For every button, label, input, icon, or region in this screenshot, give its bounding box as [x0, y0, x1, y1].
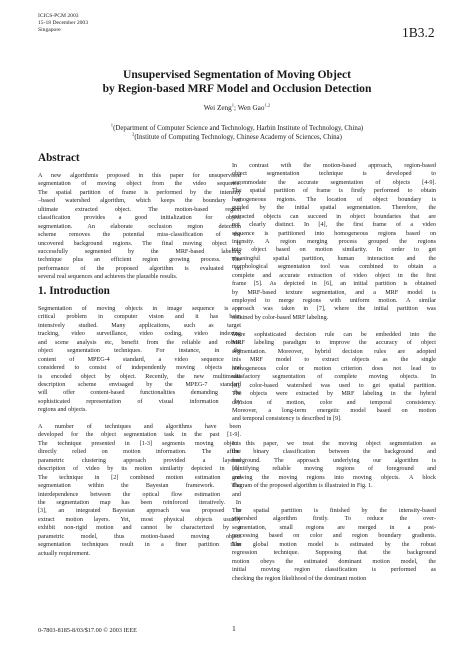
text-line: A new algorithmis proposed in this paper for unsupervised [38, 173, 241, 179]
affiliation-1-mark: 1 [110, 122, 114, 128]
text-line: MRF labeling paradigm to improve the accuracy of object [232, 340, 436, 347]
text-line: content of MPEG-4 standard, a video sequence is [38, 356, 241, 363]
right-paragraph-1 [232, 162, 436, 322]
text-line: successfully segmented by the MRF-based labeling [38, 248, 241, 255]
affiliation-2-mark: 2 [132, 131, 135, 137]
text-line: complete and accurate extraction of video object in the first [232, 272, 436, 279]
text-line: watershed algorithm firstly. To reduce the over- [232, 516, 436, 523]
text-line: meaningful spatial partition, human interaction and the [232, 255, 436, 262]
text-line: employed to merge regions with uniform motion. A similar [232, 298, 436, 304]
text-line: In this paper, we treat the moving object segmentation as [232, 441, 436, 447]
text-line: approach was taken in [7], where the initial partition was [232, 306, 436, 313]
text-line: checking the region likelihood of the dominant motion [232, 575, 367, 582]
text-line: into object based on motion similarity. In order to get [232, 247, 436, 254]
text-line: uncovered background regions. The final moving object is [38, 240, 241, 247]
text-line: foreground. The approach underlying our algorithm is [232, 457, 436, 464]
text-line: and scene analysis etc, benefit from the reliable and robust [38, 339, 241, 346]
conference-info [38, 13, 88, 34]
text-line: homogeneous color or motion criterion does not lead to [232, 365, 436, 372]
affiliation-2 [0, 131, 474, 143]
text-line: regression technique. Supposing that the background [232, 550, 436, 557]
paper-title [0, 68, 474, 97]
text-line: –based watershed algorithm, which keeps the boundary of [38, 198, 241, 205]
right-paragraph-2 [232, 331, 436, 424]
text-line: by MRF-based texture segmentation, and a MRF model is [232, 289, 436, 296]
text-line: classification provides a good initialization for object [38, 215, 241, 222]
text-line: considered to consist of independently moving objects and [38, 365, 241, 372]
conference-name: ICICS-PCM 2003 [38, 13, 79, 19]
text-line: The spatial partition of frame is performed by the intensity [38, 189, 241, 196]
text-line: object segmentation technique is developed to [232, 171, 436, 178]
author-2: Wen Gao [237, 104, 265, 112]
text-line: The global motion model is estimated by the robust [232, 541, 436, 548]
author-separator: ; [234, 104, 238, 112]
page-number: 1 [232, 624, 236, 633]
text-line: homogeneous regions. The location of object boundary is [232, 196, 436, 203]
introduction-paragraph-2 [38, 423, 241, 558]
title-line-1: Unsupervised Segmentation of Moving Object [122, 68, 351, 81]
text-line: not clearly distinct. In [4], the first frame of a video [232, 222, 436, 229]
text-line: sequence is partitioned into homogeneous regions based on [232, 230, 436, 237]
text-line: ultimate extracted object. The motion-based region [38, 206, 241, 213]
text-line: extracted objects can succeed in object boundaries that are [232, 213, 436, 220]
text-line: satisfactory segmentation of complete moving objects. In [232, 374, 436, 381]
text-line: scheme removes the potential miss-classification of the [38, 232, 241, 239]
text-line: obtained by color-based MRF labeling. [232, 314, 329, 321]
text-line: segmentation, small regions are merged in a post- [232, 524, 436, 531]
text-line: is encoded object by object. Recently, the new multimedia [38, 373, 241, 380]
right-paragraph-3 [232, 440, 436, 491]
conference-location: Singapore [38, 27, 61, 33]
text-line: segmentation. An elaborate occlusion region detection [38, 223, 241, 230]
text-line: The spatial partition of frame is firstly performed to obtain [232, 188, 436, 195]
text-line: description scheme envisaged by the MPEG-7 standard [38, 381, 241, 388]
text-line: segmentation techniques result in a finer partition than [38, 542, 241, 549]
author-list [0, 104, 474, 113]
text-line: segmentation of moving object from the video sequence. [38, 181, 241, 188]
text-line: guided by the initial spatial segmentation. Therefore, the [232, 205, 436, 212]
affiliation-2-text: (Institute of Computing Technology, Chinese Academy of Sciences, China) [134, 133, 342, 141]
text-line: intensively studied. Many applications, such as target [38, 322, 241, 329]
right-paragraph-4 [232, 507, 436, 583]
abstract-paragraph [38, 172, 241, 282]
text-line: actually requirement. [38, 550, 91, 557]
isbn-copyright: 0-7803-8185-8/03/$17.00 © 2003 IEEE [38, 627, 137, 634]
text-line: motion obeys the estimated dominant motion model, the [232, 558, 436, 565]
author-1: Wei Zeng [203, 104, 232, 112]
author-1-affiliation-mark: 1 [231, 102, 235, 108]
text-line: A number of techniques and algorithms have been [38, 424, 241, 430]
text-line: regions and objects. [38, 407, 87, 414]
text-line: the binary classification between the background and [232, 449, 436, 456]
text-line: frame [5]. As depicted in [6], an initial partition is obtained [232, 281, 436, 288]
introduction-heading: 1. Introduction [38, 285, 110, 297]
conference-date: 15-18 December 2003 [38, 20, 89, 26]
text-line: Moreover, a long-term energetic model based on motion [232, 407, 436, 414]
text-line: The technique presented in [1-3] segments moving objects [38, 440, 241, 447]
text-line: critical problem in computer vision and it has been [38, 314, 241, 321]
text-line: morphological segmentation tool was combined to obtain a [232, 264, 436, 271]
text-line: interdependence between the optical flow estimation and [38, 491, 241, 498]
text-line: decision of motion, color and temporal consistency. [232, 399, 436, 406]
text-line: [8], color-based watershed was used to get spatial partition. [232, 382, 436, 389]
text-line: several real sequences and achieves the plausible results. [38, 274, 178, 281]
text-line: technique plus an efficient region growing process. The [38, 257, 241, 264]
title-line-2: by Region-based MRF Model and Occlusion Detection [102, 82, 372, 96]
text-line: intensity. A region merging process grouped the regions [232, 238, 436, 245]
text-line: object segmentation techniques. For instance, in the [38, 348, 241, 355]
paper-code: 1B3.2 [402, 25, 435, 40]
text-line: in MRF model to extract objects as the single [232, 357, 436, 364]
affiliation-1-text: (Department of Computer Science and Technology, Harbin Institute of Technology, China) [113, 125, 364, 132]
text-line: identifying reliable moving regions of foreground and [232, 466, 436, 473]
affiliations [0, 122, 474, 142]
text-line: segmentation. Moreover, hybrid decision rules are adopted [232, 348, 436, 355]
abstract-heading: Abstract [38, 152, 80, 164]
text-line: The technique in [2] combined motion estimation and [38, 474, 241, 481]
text-line: will offer content-based functionalities demanding the [38, 390, 241, 397]
author-2-affiliation-mark: 1,2 [264, 102, 271, 108]
text-line: tracking, video surveillance, video coding, video indexing [38, 331, 241, 338]
text-line: The spatial partition is finished by the intensity-based [232, 508, 436, 514]
text-line: accommodate the accurate segmentation of objects [4-9]. [232, 179, 436, 186]
text-line: initial moving region classification is performed as [232, 567, 436, 574]
text-line: extract motion layers. Yet, most physical objects usually [38, 516, 241, 523]
text-line: sophisticated representation of visual information by [38, 398, 241, 405]
text-line: and temporal consistency is described in [9]. [232, 416, 342, 423]
text-line: parametric clustering approach provided a layered [38, 457, 241, 464]
text-line: diagram of the proposed algorithm is illustrated in Fig. 1. [232, 483, 373, 490]
text-line: [3], an integrated Bayesian approach was proposed to [38, 508, 241, 515]
text-line: directly relied on motion information. The affine [38, 449, 241, 456]
text-line: description of video by its motion similarity depicted in [1]. [38, 466, 241, 473]
text-line: processing based on color and region boundary gradients. [232, 533, 436, 540]
text-line: the segmentation map has been reinforced iteratively. In [38, 499, 241, 506]
text-line: exhibit non-rigid motion and cannot be characterized by a [38, 525, 241, 532]
text-line: More sophisticated decision rule can be embedded into the [232, 332, 436, 338]
text-line: growing the moving regions into moving objects. A block [232, 474, 436, 481]
introduction-paragraph-1 [38, 305, 241, 415]
text-line: developed for the object segmentation task in the past [1-9]. [38, 432, 241, 439]
text-line: The objects were extracted by MRF labeling in the hybrid [232, 391, 436, 398]
text-line: In contrast with the motion-based approach, region-based [232, 163, 436, 169]
text-line: performance of the proposed algorithm is evaluated on [38, 265, 241, 272]
text-line: parametric model, thus motion-based moving object [38, 533, 241, 540]
text-line: Segmentation of moving objects in image sequence is a [38, 306, 241, 312]
text-line: segmentation within the Bayesian framework. The [38, 483, 241, 490]
